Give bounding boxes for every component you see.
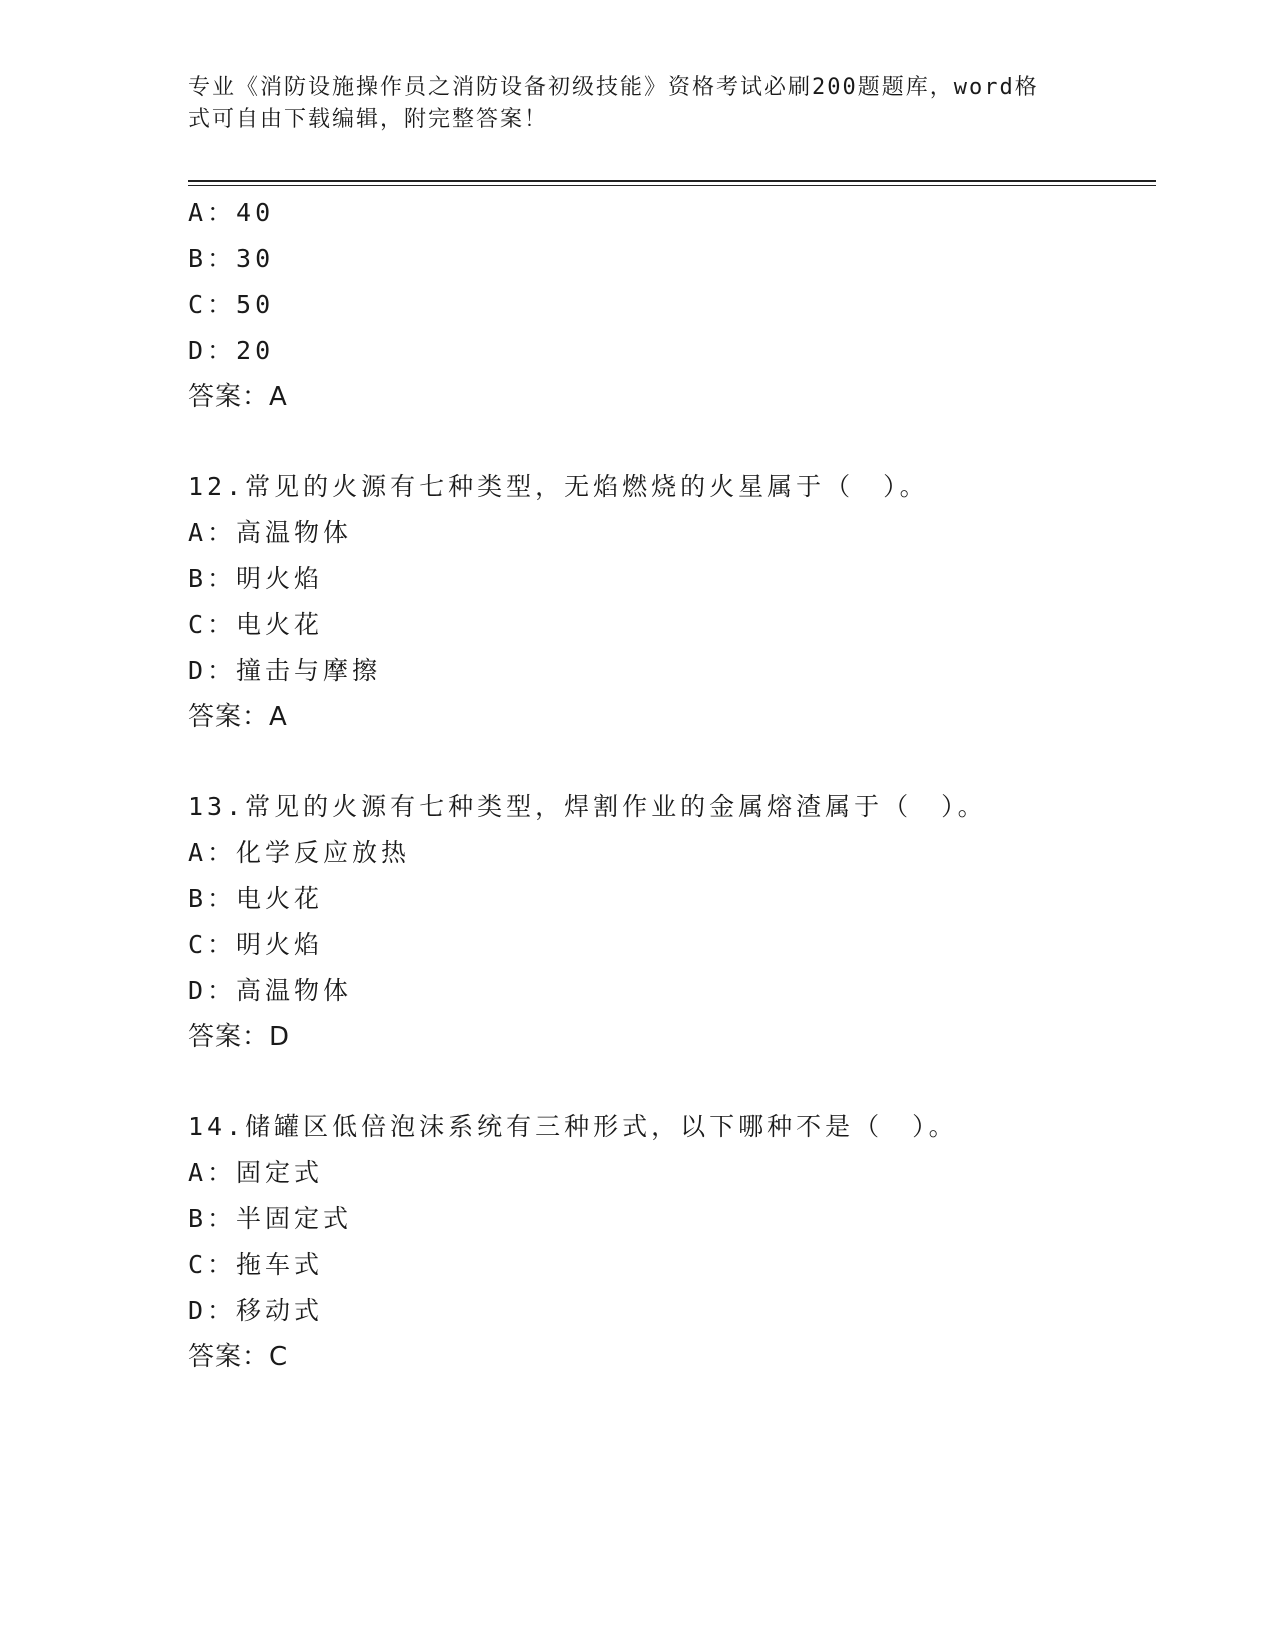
- answer-line: 答案：C: [188, 1342, 289, 1372]
- answer-line: 答案：A: [188, 382, 288, 412]
- option-c: C：明火焰: [188, 930, 324, 959]
- option-b: B：电火花: [188, 884, 324, 913]
- question-list: [188, 190, 1156, 1380]
- option-b: B：明火焰: [188, 564, 324, 593]
- question-block-14: [188, 1104, 1156, 1380]
- option-a: A：化学反应放热: [188, 838, 411, 867]
- answer-line: 答案：D: [188, 1022, 291, 1052]
- answer-line: 答案：A: [188, 702, 288, 732]
- option-d: D：高温物体: [188, 976, 353, 1005]
- header-line-2: 式可自由下载编辑，附完整答案！: [188, 107, 549, 132]
- question-stem: 13.常见的火源有七种类型，焊割作业的金属熔渣属于（ ）。: [188, 792, 987, 821]
- header-line-1: 专业《消防设施操作员之消防设备初级技能》资格考试必刷200题题库，word格: [188, 75, 1039, 100]
- question-block-13: [188, 784, 1156, 1060]
- option-d: D：20: [188, 336, 275, 365]
- question-block-12: [188, 464, 1156, 740]
- option-a: A：高温物体: [188, 518, 353, 547]
- option-a: A：40: [188, 198, 275, 227]
- option-c: C：电火花: [188, 610, 324, 639]
- document-header: [188, 72, 1068, 136]
- option-a: A：固定式: [188, 1158, 324, 1187]
- option-d: D：撞击与摩擦: [188, 656, 382, 685]
- option-b: B：30: [188, 244, 275, 273]
- option-c: C：50: [188, 290, 275, 319]
- option-c: C：拖车式: [188, 1250, 324, 1279]
- header-divider-thin: [188, 185, 1156, 186]
- question-stem: 12.常见的火源有七种类型，无焰燃烧的火星属于（ ）。: [188, 472, 929, 501]
- option-d: D：移动式: [188, 1296, 324, 1325]
- header-divider-thick: [188, 180, 1156, 182]
- question-stem: 14.储罐区低倍泡沫系统有三种形式，以下哪种不是（ ）。: [188, 1112, 958, 1141]
- question-block-11: [188, 190, 1156, 420]
- option-b: B：半固定式: [188, 1204, 353, 1233]
